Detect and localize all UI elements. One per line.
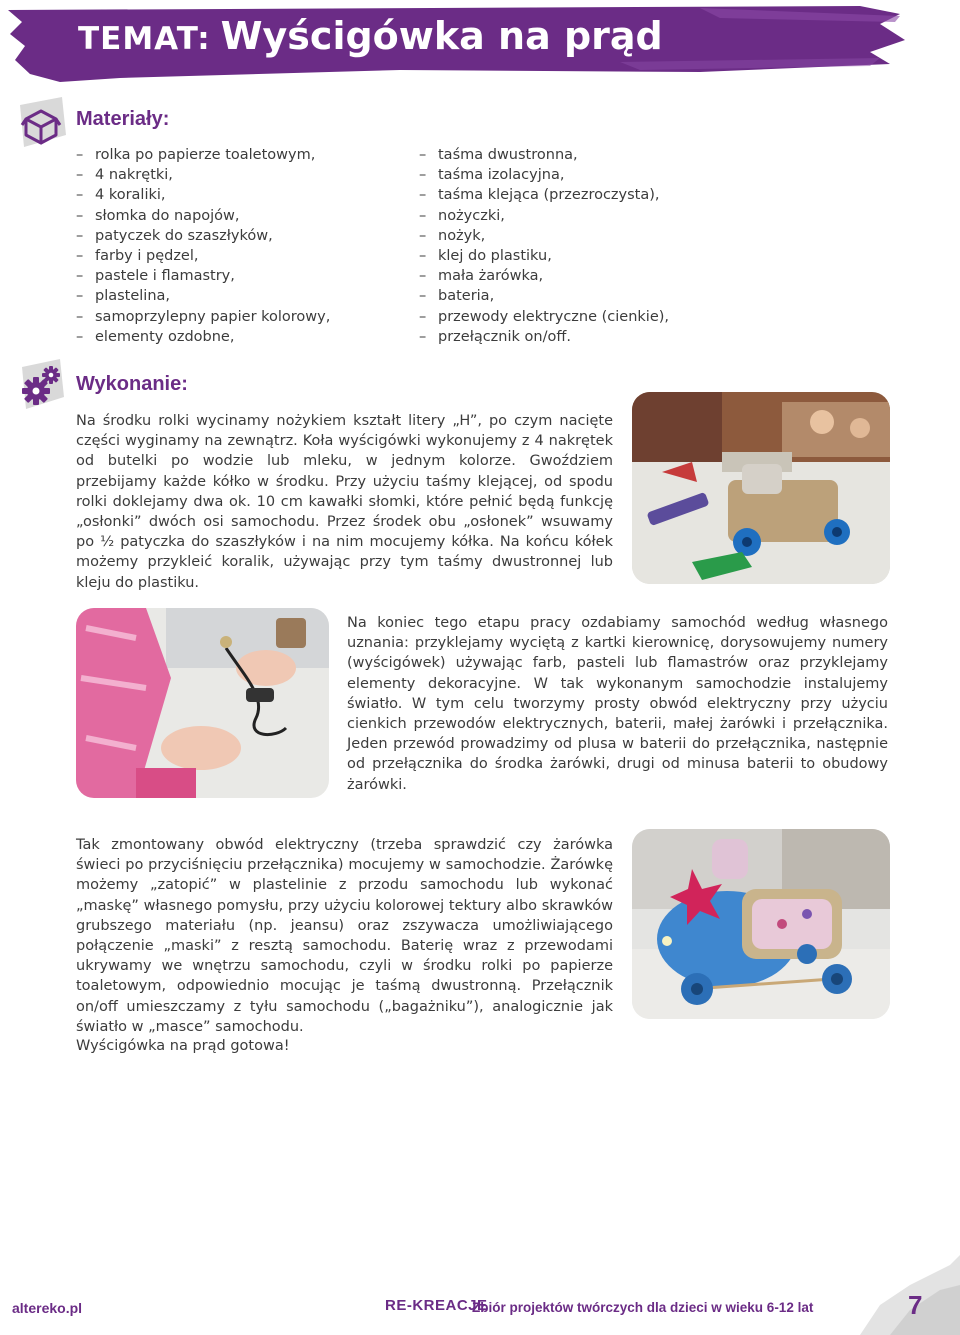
list-item: – plastelina, (76, 286, 330, 306)
title-main: Wyścigówka na prąd (220, 14, 663, 58)
paragraph-1: Na środku rolki wycinamy nożykiem kształt litery „H”, po czym nacięte części wyginamy na zewnątrz. Koła wyścigówki wykonujemy z 4 nakrętek od butelki po wodzie lub mleku, w jednym kolorze. Gwoździem przebijamy każde kółko w środku. Przy użyciu taśmy klejącej, od spodu rolki doklejamy dwa ok. 10 cm kawałki słomki, które pełnić będą funkcję „osłonki” dwóch osi samochodu. Przez środek obu „osłonek” wsuwamy po ½ patyczka do szaszłyków i na nim mocujemy kółka. Na końcu kółek możemy przykleić koralik, używając przy tym taśmy dwustronnej lub kleju do plastiku. (76, 413, 613, 591)
gears-icon (14, 355, 68, 413)
photo-children-building-car (632, 392, 890, 584)
paragraph-2: Na koniec tego etapu pracy ozdabiamy samochód według własnego uznania: przyklejamy wyciętą z kartki kierownicę, dorysowujemy numery (wyścigówek) używając farb, pasteli lub flamastrów oraz przyklejamy elementy dekoracyjne. W tak wykonanym samochodzie instalujemy światło. W tym celu tworzymy prosty obwód elektryczny przy użyciu cienkich przewodów elektrycznych, baterii, małej żarówki i przełącznika. Jeden przewód prowadzimy od plusa w baterii do przełącznika, następnie od przełącznika do środka żarówki, drugi od minusa baterii to obudowy żarówki. (347, 615, 888, 793)
page-number: 7 (908, 1290, 923, 1320)
footer-subtitle: Zbiór projektów twórczych dla dzieci w wieku 6-12 lat (472, 1300, 814, 1315)
list-item: – klej do plastiku, (419, 246, 669, 266)
materials-heading: Materiały: (76, 108, 170, 130)
list-item: – elementy ozdobne, (76, 327, 330, 347)
materials-list-right (419, 145, 669, 347)
photo-hands-holding-circuit (76, 608, 329, 798)
title-prefix: TEMAT: (78, 21, 211, 57)
list-item: – patyczek do szaszłyków, (76, 226, 330, 246)
list-item: – przewody elektryczne (cienkie), (419, 307, 669, 327)
list-item: – farby i pędzel, (76, 246, 330, 266)
footer-site-link[interactable]: altereko.pl (12, 1300, 83, 1316)
photo-finished-race-car (632, 829, 890, 1019)
list-item: – nożyk, (419, 226, 669, 246)
execution-heading: Wykonanie: (76, 373, 188, 395)
list-item: – słomka do napojów, (76, 206, 330, 226)
list-item: – mała żarówka, (419, 266, 669, 286)
materials-list-left (76, 145, 330, 347)
list-item: – taśma izolacyjna, (419, 165, 669, 185)
footer-brand: RE-KREACJE (385, 1297, 488, 1314)
list-item: – rolka po papierze toaletowym, (76, 145, 330, 165)
page-title (78, 14, 663, 74)
paragraph-3: Tak zmontowany obwód elektryczny (trzeba sprawdzić czy żarówka świeci po przyciśnięciu przełącznika) mocujemy w samochodzie. Żarówkę możemy „zatopić” w plastelinie z przodu samochodu lub wykonać „maskę” własnego pomysłu, przy użyciu kolorowej tektury albo skrawków grubszego materiału (np. jeansu) oraz zszywacza umożliwiającego połączenie „maski” z resztą samochodu. Baterię wraz z przewodami ukrywamy we wnętrzu samochodu, czyli w środku rolki po papierze toaletowym, odpowiednio mocując je taśmą dwustronną. Przełącznik on/off umieszczamy z tyłu samochodu („bagażniku”), analogicznie jak światło w „masce” samochodu. (76, 837, 613, 1035)
list-item: – taśma klejąca (przezroczysta), (419, 185, 669, 205)
list-item: – nożyczki, (419, 206, 669, 226)
list-item: – bateria, (419, 286, 669, 306)
box-icon (14, 95, 68, 153)
list-item: – 4 nakrętki, (76, 165, 330, 185)
corner-brush-decoration (840, 1255, 960, 1335)
list-item: – 4 koraliki, (76, 185, 330, 205)
list-item: – przełącznik on/off. (419, 327, 669, 347)
list-item: – samoprzylepny papier kolorowy, (76, 307, 330, 327)
list-item: – pastele i flamastry, (76, 266, 330, 286)
paragraph-4: Wyścigówka na prąd gotowa! (76, 1038, 290, 1054)
list-item: – taśma dwustronna, (419, 145, 669, 165)
